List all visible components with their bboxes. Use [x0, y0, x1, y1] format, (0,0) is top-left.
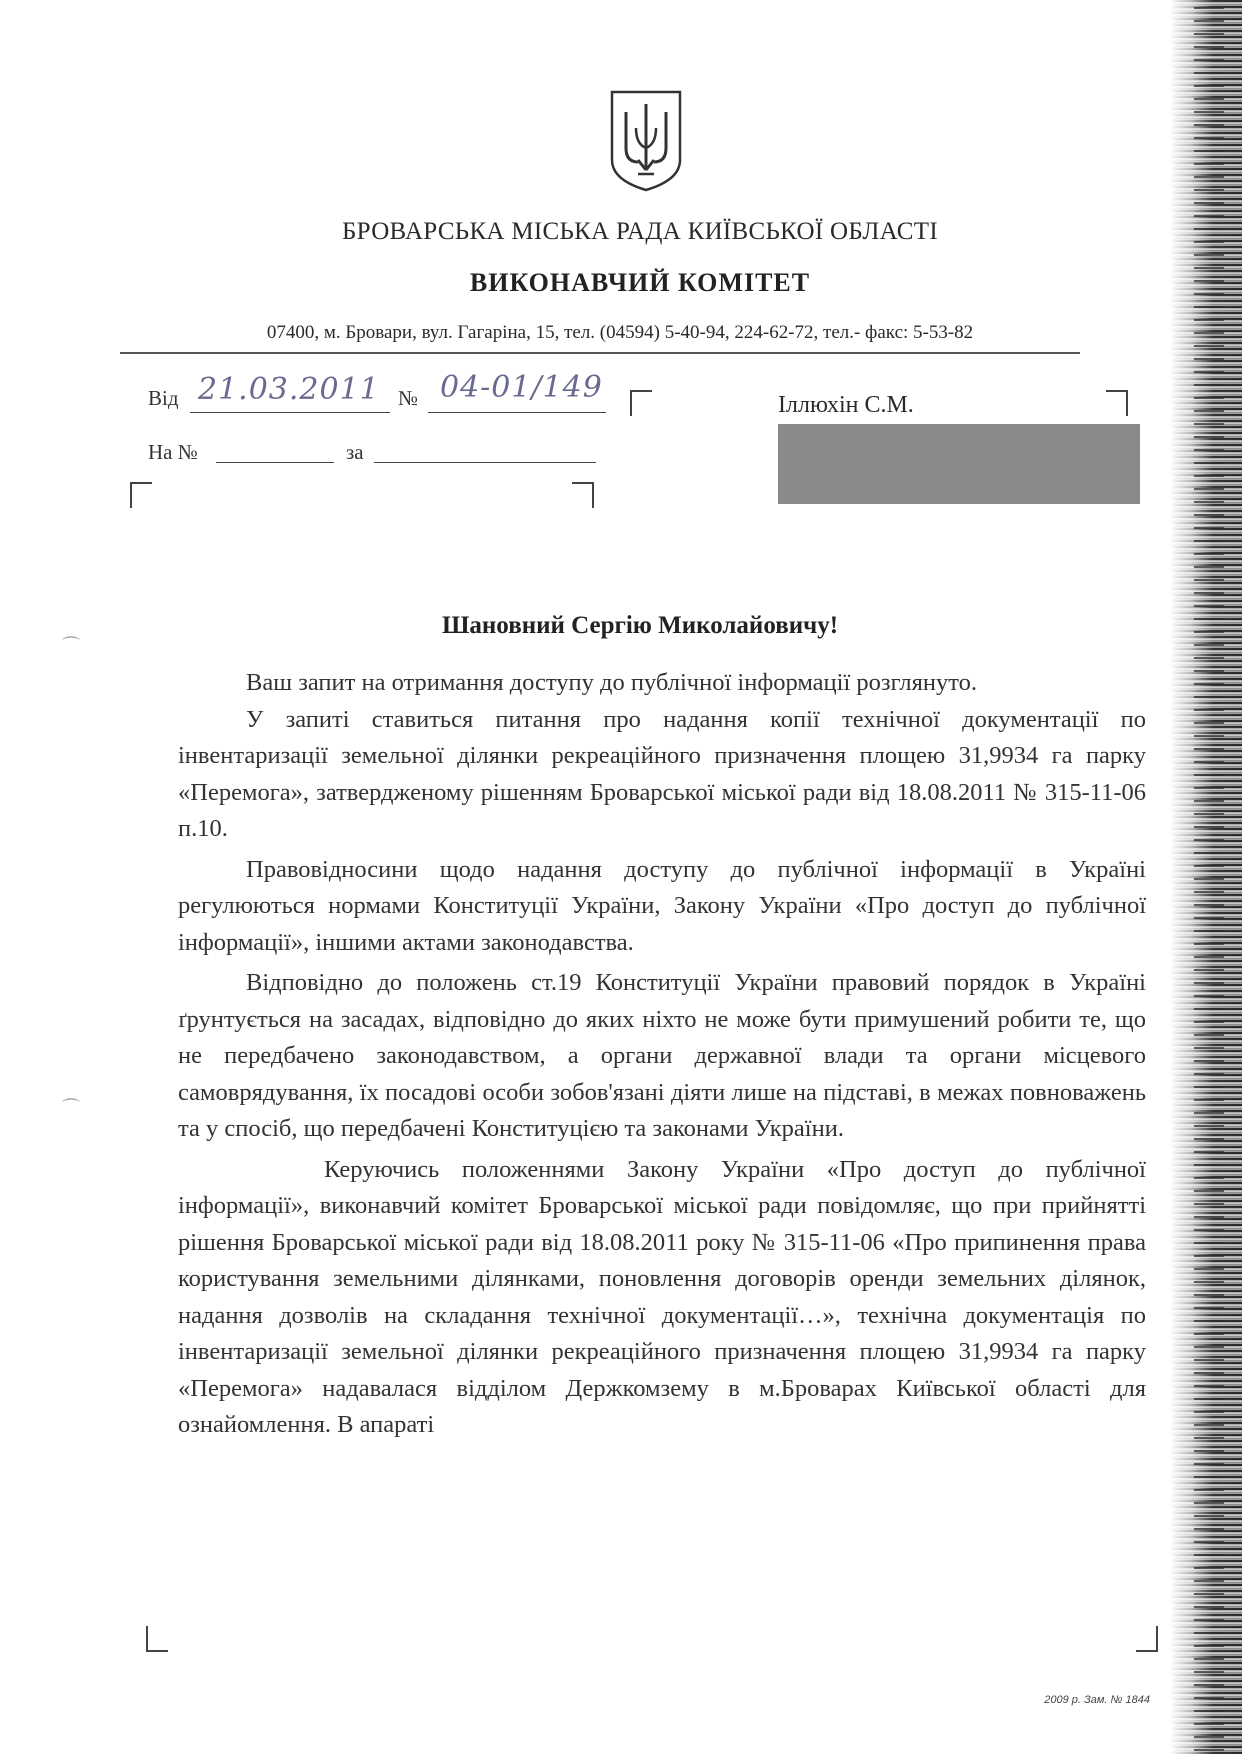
- reference-label: На №: [148, 440, 198, 464]
- letter-body: [178, 665, 1146, 1444]
- header-divider: [120, 352, 1080, 354]
- reference-date-label: за: [346, 440, 364, 464]
- paragraph: Відповідно до положень ст.19 Конституції України правовий порядок в Україні ґрунтується на засадах, відповідно до яких ніхто не може бути примушений робити те, що не передбачено законодавством, а органи державної влади та органи місцевого самоврядування, їх посадові особи зобов'язані діяти лише на підставі, в межах повноважень та у спосіб, що передбачені Конституцією та законами України.: [178, 969, 1146, 1142]
- organization-name: БРОВАРСЬКА МІСЬКА РАДА КИЇВСЬКОЇ ОБЛАСТІ: [342, 218, 938, 245]
- corner-mark: [1136, 1626, 1158, 1652]
- number-handwritten: 04-01/149: [440, 370, 603, 405]
- from-label: Від: [148, 386, 179, 410]
- corner-mark: [1106, 390, 1128, 416]
- paragraph: Ваш запит на отримання доступу до публічної інформації розглянуто.: [246, 669, 978, 696]
- corner-mark: [130, 482, 152, 508]
- corner-mark: [630, 390, 652, 416]
- from-date-handwritten: 21.03.2011: [198, 372, 380, 407]
- organization-address: 07400, м. Бровари, вул. Гагаріна, 15, тел. (04594) 5-40-94, 224-62-72, тел.- факс: 5-53-82: [266, 322, 974, 343]
- corner-mark: [572, 482, 594, 508]
- paragraph: Керуючись положеннями Закону України «Про доступ до публічної інформації», виконавчий комітет Броварської міської ради повідомляє, що при прийнятті рішення Броварської міської ради від 18.08.2011 року № 315-11-06 «Про припинення права користування земельними ділянками, поновлення договорів оренди земельних ділянок, надання дозволів на складання технічної документації…», технічна документація по інвентаризації земельної ділянки рекреаційного призначення площею 31,9934 га парку «Перемога» надавалася відділом Держкомзему в м.Броварах Київської області для ознайомлення. В апараті: [178, 1155, 1146, 1438]
- paragraph: У запиті ставиться питання про надання копії технічної документації по інвентаризації земельної ділянки рекреаційного призначення площею 31,9934 га парку «Перемога», затвердженому рішенням Броварської міської ради від 18.08.2011 № 315-11-06 п.10.: [178, 705, 1146, 842]
- recipient-name: Іллюхін С.М.: [778, 392, 914, 418]
- redacted-address-block: [778, 424, 1140, 504]
- number-line: [428, 412, 606, 413]
- from-date-line: [190, 412, 390, 413]
- scan-mark: ⌒: [62, 636, 80, 656]
- reference-date-line: [374, 462, 596, 463]
- trident-coat-of-arms-icon: [608, 88, 684, 194]
- paragraph: Правовідносини щодо надання доступу до публічної інформації в Україні регулюються нормами Конституції України, Закону України «Про доступ до публічної інформації», іншими актами законодавства.: [178, 855, 1146, 956]
- department-name: ВИКОНАВЧИЙ КОМІТЕТ: [469, 268, 811, 297]
- reference-number-line: [216, 462, 334, 463]
- number-label: №: [398, 386, 419, 410]
- scan-mark: ⌒: [62, 1098, 80, 1118]
- scan-noise-edge-inner: [1194, 0, 1224, 1754]
- salutation: Шановний Сергію Миколайовичу!: [441, 612, 839, 639]
- print-order-note: 2009 р. Зам. № 1844: [1044, 1694, 1150, 1706]
- corner-mark: [146, 1626, 168, 1652]
